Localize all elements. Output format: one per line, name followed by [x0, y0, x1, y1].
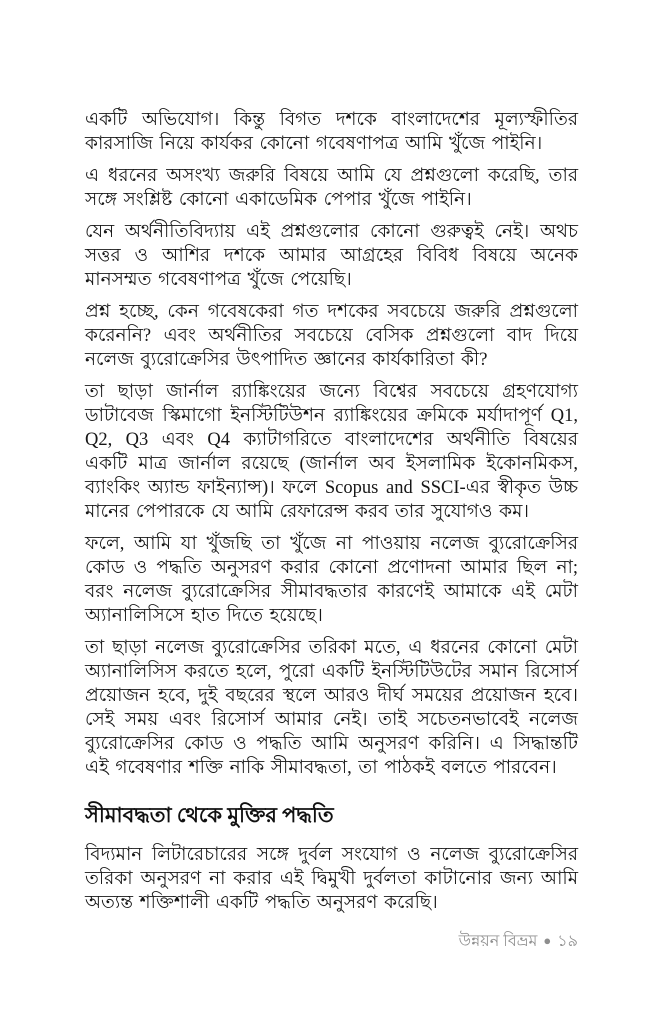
body-paragraph: এ ধরনের অসংখ্য জরুরি বিষয়ে আমি যে প্রশ্নগুলো করেছি, তার সঙ্গে সংশ্লিষ্ট কোনো একাডেমিক পেপার খুঁজে পাইনি।: [85, 166, 578, 210]
body-paragraph: বিদ্যমান লিটারেচারের সঙ্গে দুর্বল সংযোগ ও নলেজ ব্যুরোক্রেসির তরিকা অনুসরণ না করার এই দ্বিমুখী দুর্বলতা কাটানোর জন্য আমি অত্যন্ত শক্তিশালী একটি পদ্ধতি অনুসরণ করেছি।: [85, 845, 578, 913]
page-number: ১৯: [557, 933, 578, 950]
bullet-separator-icon: ●: [543, 933, 552, 948]
page-content: [85, 108, 578, 923]
body-paragraph: ফলে, আমি যা খুঁজছি তা খুঁজে না পাওয়ায় নলেজ ব্যুরোক্রেসির কোড ও পদ্ধতি অনুসরণ করার কোনো প্রণোদনা আমার ছিল না; বরং নলেজ ব্যুরোক্রেসির সীমাবদ্ধতার কারণেই আমাকে এই মেটা অ্যানালিসিসে হাত দিতে হয়েছে।: [85, 534, 578, 626]
body-paragraph: প্রশ্ন হচ্ছে, কেন গবেষকেরা গত দশকের সবচেয়ে জরুরি প্রশ্নগুলো করেননি? এবং অর্থনীতির সবচেয়ে বেসিক প্রশ্নগুলো বাদ দিয়ে নলেজ ব্যুরোক্রেসির উৎপাদিত জ্ঞানের কার্যকারিতা কী?: [85, 302, 578, 370]
section-heading: সীমাবদ্ধতা থেকে মুক্তির পদ্ধতি: [85, 803, 334, 827]
body-paragraph: তা ছাড়া নলেজ ব্যুরোক্রেসির তরিকা মতে, এ ধরনের কোনো মেটা অ্যানালিসিস করতে হলে, পুরো একটি ইনস্টিটিউটের সমান রিসোর্স প্রয়োজন হবে, দুই বছরের স্থলে আরও দীর্ঘ সময়ের প্রয়োজন হবে। সেই সময় এবং রিসোর্স আমার নেই। তাই সচেতনভাবেই নলেজ ব্যুরোক্রেসির কোড ও পদ্ধতি আমি অনুসরণ করিনি। এ সিদ্ধান্তটি এই গবেষণার শক্তি নাকি সীমাবদ্ধতা, তা পাঠকই বলতে পারবেন।: [85, 638, 578, 778]
body-paragraph: তা ছাড়া জার্নাল র‍্যাঙ্কিংয়ের জন্যে বিশ্বের সবচেয়ে গ্রহণযোগ্য ডাটাবেজ স্কিমাগো ইনস্টিটিউশন র‍্যাঙ্কিংয়ের ক্রমিকে মর্যাদাপূর্ণ Q1, Q2, Q3 এবং Q4 ক্যাটাগরিতে বাংলাদেশের অর্থনীতি বিষয়ের একটি মাত্র জার্নাল রয়েছে (জার্নাল অব ইসলামিক ইকোনমিকস, ব্যাংকিং অ্যান্ড ফাইন্যান্স)। ফলে Scopus and SSCI-এর স্বীকৃত উচ্চ মানের পেপারকে যে আমি রেফারেন্স করব তার সুযোগও কম।: [85, 382, 578, 522]
page-footer: [459, 930, 578, 953]
body-paragraph: যেন অর্থনীতিবিদ্যায় এই প্রশ্নগুলোর কোনো গুরুত্বই নেই। অথচ সত্তর ও আশির দশকে আমার আগ্রহের বিবিধ বিষয়ে অনেক মানসম্মত গবেষণাপত্র খুঁজে পেয়েছি।: [85, 222, 578, 290]
body-paragraph: একটি অভিযোগ। কিন্তু বিগত দশকে বাংলাদেশের মূল্যস্ফীতির কারসাজি নিয়ে কার্যকর কোনো গবেষণাপত্র আমি খুঁজে পাইনি।: [85, 110, 578, 154]
book-title: উন্নয়ন বিভ্রম: [458, 933, 538, 950]
